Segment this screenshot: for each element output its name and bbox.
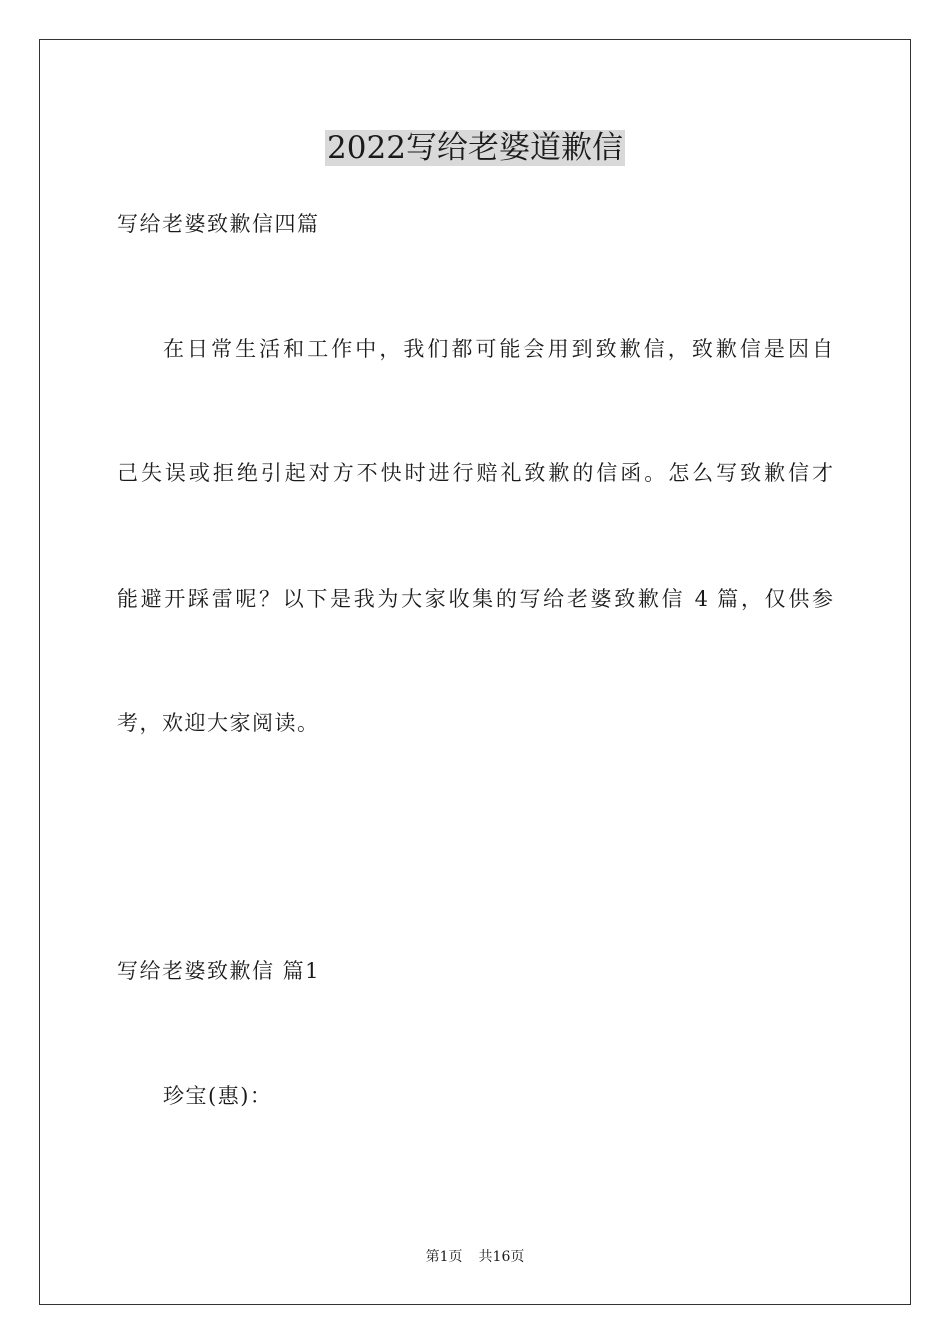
intro-line-2: 己失误或拒绝引起对方不快时进行赔礼致歉的信函。怎么写致歉信才 — [117, 461, 833, 485]
page-number: 第1页 — [425, 1249, 463, 1265]
document-title — [0, 126, 950, 170]
document-subtitle: 写给老婆致歉信四篇 — [117, 212, 320, 236]
intro-line-3: 能避开踩雷呢？以下是我为大家收集的写给老婆致歉信 4 篇，仅供参 — [117, 587, 833, 611]
page-total: 共16页 — [478, 1249, 525, 1265]
page-footer — [0, 1247, 950, 1267]
document-title-text: 2022写给老婆道歉信 — [327, 130, 623, 166]
intro-line-4: 考，欢迎大家阅读。 — [117, 711, 320, 735]
section-heading: 写给老婆致歉信 篇1 — [117, 959, 321, 983]
salutation: 珍宝(惠)： — [163, 1084, 273, 1108]
intro-line-1: 在日常生活和工作中，我们都可能会用到致歉信，致歉信是因自 — [163, 337, 833, 361]
